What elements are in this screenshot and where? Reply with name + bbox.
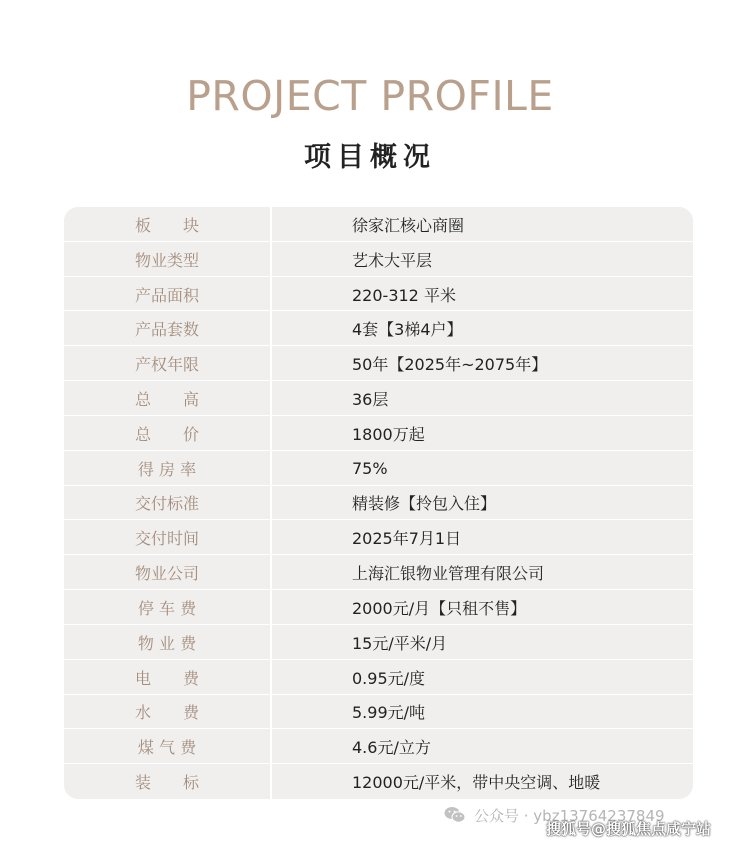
table-row bbox=[64, 625, 693, 660]
row-value: 12000元/平米，带中央空调、地暖 bbox=[352, 773, 601, 793]
row-value: 75% bbox=[352, 458, 388, 478]
row-value: 1800万起 bbox=[352, 424, 425, 444]
row-label: 产品套数 bbox=[134, 320, 199, 340]
footer-text: 公众号 · ybz13764237849 bbox=[474, 806, 665, 825]
row-label: 交付标准 bbox=[134, 494, 199, 514]
row-value: 0.95元/度 bbox=[352, 668, 426, 688]
row-label: 总 价 bbox=[134, 424, 199, 444]
row-label: 得 房 率 bbox=[137, 459, 197, 479]
row-value: 精装修【拎包入住】 bbox=[352, 494, 497, 514]
row-value: 5.99元/吨 bbox=[352, 703, 426, 723]
row-value: 艺术大平层 bbox=[352, 250, 433, 270]
row-value: 220-312 平米 bbox=[352, 285, 456, 305]
row-label: 总 高 bbox=[134, 390, 199, 410]
row-label: 煤 气 费 bbox=[137, 738, 197, 758]
table-row bbox=[64, 311, 693, 346]
row-label: 产权年限 bbox=[134, 355, 199, 375]
row-value: 36层 bbox=[352, 390, 389, 410]
row-label: 装 标 bbox=[134, 773, 199, 793]
row-label: 停 车 费 bbox=[137, 598, 197, 618]
table-row bbox=[64, 555, 693, 590]
table-row bbox=[64, 695, 693, 730]
table-row bbox=[64, 346, 693, 381]
page-title-chinese: 项目概况 bbox=[304, 142, 436, 173]
row-value: 50年【2025年~2075年】 bbox=[352, 355, 548, 375]
row-value: 上海汇银物业管理有限公司 bbox=[352, 564, 545, 584]
table-row bbox=[64, 486, 693, 521]
row-label: 物业公司 bbox=[134, 564, 199, 584]
table-row bbox=[64, 207, 693, 242]
row-value: 4.6元/立方 bbox=[352, 738, 431, 758]
row-label: 产品面积 bbox=[134, 285, 199, 305]
row-label: 水 费 bbox=[134, 703, 199, 723]
row-label: 物业类型 bbox=[134, 250, 199, 270]
table-row bbox=[64, 660, 693, 695]
row-value: 4套【3梯4户】 bbox=[352, 320, 463, 340]
row-value: 2000元/月【只租不售】 bbox=[352, 598, 527, 618]
row-value: 15元/平米/月 bbox=[352, 633, 448, 653]
table-row bbox=[64, 764, 693, 799]
watermark: 搜狐号@搜狐焦点咸宁站 bbox=[546, 820, 712, 838]
table-row bbox=[64, 451, 693, 486]
table-row bbox=[64, 416, 693, 451]
table-row bbox=[64, 381, 693, 416]
wechat-icon bbox=[444, 806, 466, 824]
page-title-english: PROJECT PROFILE bbox=[186, 72, 554, 120]
table-row bbox=[64, 729, 693, 764]
table-row bbox=[64, 242, 693, 277]
row-value: 2025年7月1日 bbox=[352, 529, 462, 549]
project-profile-table bbox=[64, 207, 693, 799]
table-row bbox=[64, 590, 693, 625]
row-label: 交付时间 bbox=[134, 529, 199, 549]
table-row bbox=[64, 277, 693, 312]
row-label: 物 业 费 bbox=[137, 633, 197, 653]
row-value: 徐家汇核心商圈 bbox=[352, 215, 465, 235]
row-label: 板 块 bbox=[134, 215, 199, 235]
row-label: 电 费 bbox=[134, 668, 199, 688]
table-row bbox=[64, 520, 693, 555]
